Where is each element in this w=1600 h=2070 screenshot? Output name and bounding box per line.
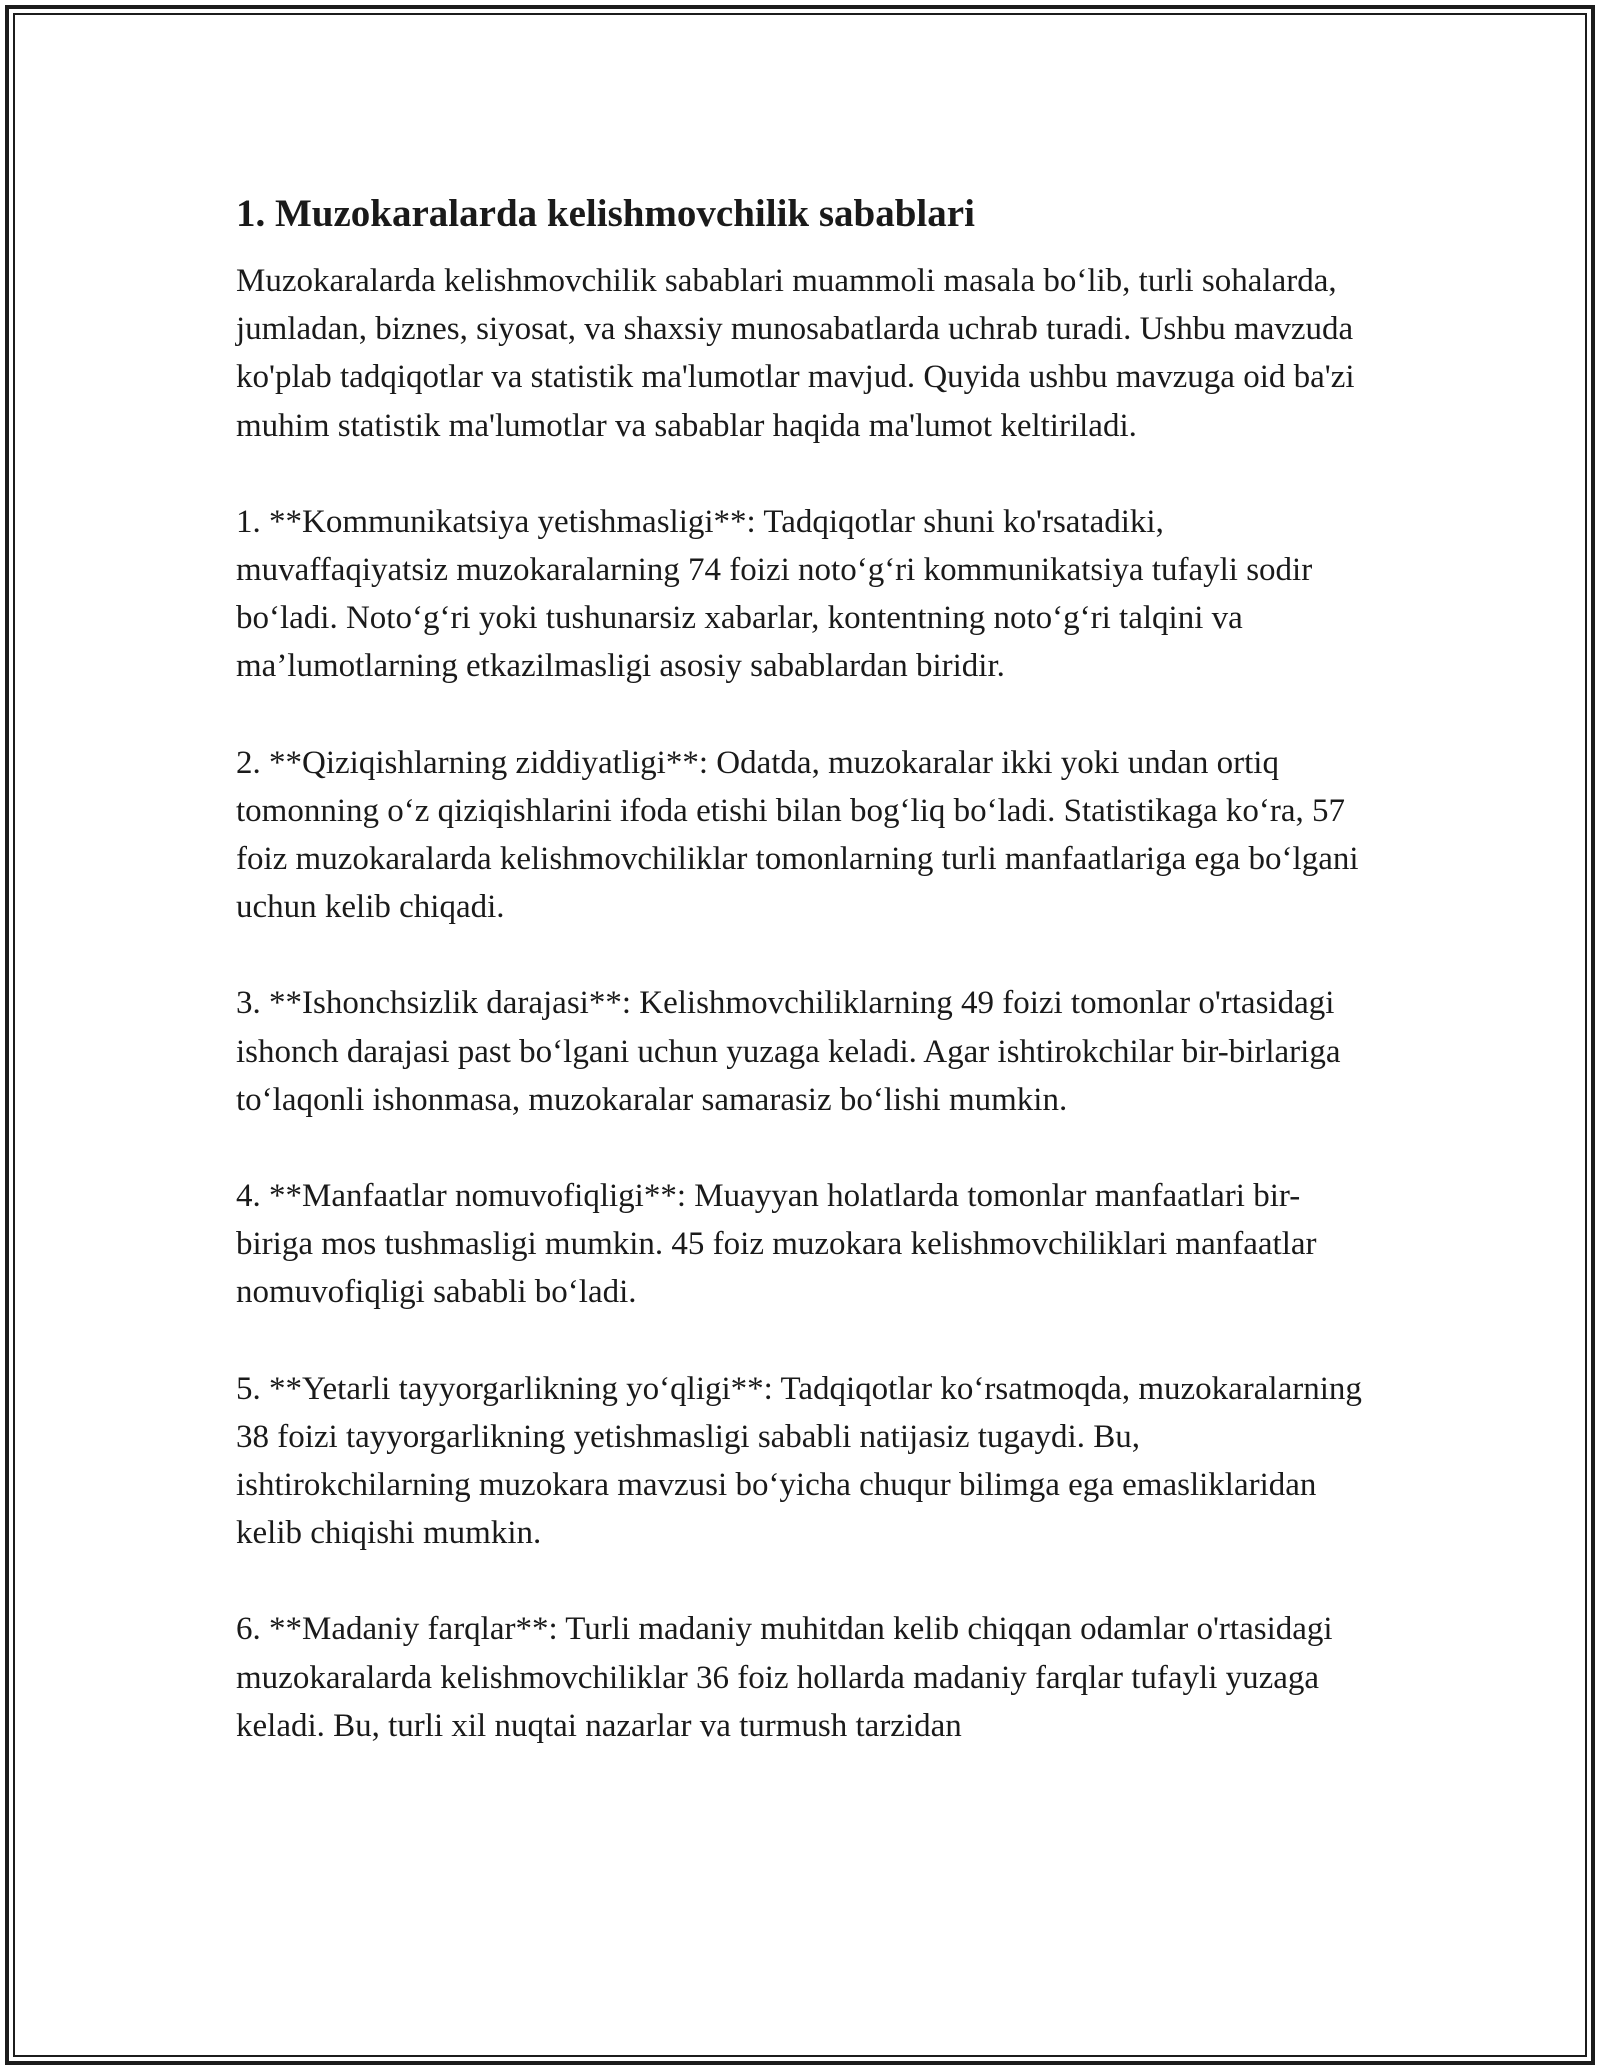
intro-paragraph: Muzokaralarda kelishmovchilik sabablari muammoli masala bo‘lib, turli sohalarda, jumladan, biznes, siyosat, va shaxsiy munosabatlarda uchrab turadi. Ushbu mavzuda ko'plab tadqiqotlar va statistik ma'lumotlar mavjud. Quyida ushbu mavzuga oid ba'zi muhim statistik ma'lumotlar va sabablar haqida ma'lumot keltiriladi. [236, 263, 1355, 444]
document-title: 1. Muzokaralarda kelishmovchilik sabablari [236, 192, 975, 235]
list-item-interest-mismatch: 4. **Manfaatlar nomuvofiqligi**: Muayyan holatlarda tomonlar manfaatlari bir-biriga mos tushmasligi mumkin. 45 foiz muzokara kelishmovchiliklari manfaatlar nomuvofiqligi sababli bo‘ladi. [236, 1178, 1317, 1311]
list-item-distrust: 3. **Ishonchsizlik darajasi**: Kelishmovchiliklarning 49 foizi tomonlar o'rtasidagi ishonch darajasi past bo‘lgani uchun yuzaga keladi. Agar ishtirokchilar bir-birlariga to‘laqonli ishonmasa, muzokaralar samarasiz bo‘lishi mumkin. [236, 985, 1341, 1118]
list-item-communication: 1. **Kommunikatsiya yetishmasligi**: Tadqiqotlar shuni ko'rsatadiki, muvaffaqiyatsiz muzokaralarning 74 foizi noto‘g‘ri kommunikatsiya tufayli sodir bo‘ladi. Noto‘g‘ri yoki tushunarsiz xabarlar, kontentning noto‘g‘ri talqini va ma’lumotlarning etkazilmasligi asosiy sabablardan biridir. [236, 503, 1313, 685]
list-item-preparation: 5. **Yetarli tayyorgarlikning yo‘qligi**: Tadqiqotlar ko‘rsatmoqda, muzokaralarning 38 foizi tayyorgarlikning yetishmasligi sababli natijasiz tugaydi. Bu, ishtirokchilarning muzokara mavzusi bo‘yicha chuqur bilimga ega emasliklaridan kelib chiqishi mumkin. [236, 1370, 1362, 1552]
list-item-interests-conflict: 2. **Qiziqishlarning ziddiyatligi**: Odatda, muzokaralar ikki yoki undan ortiq tomonning o‘z qiziqishlarini ifoda etishi bilan bog‘liq bo‘ladi. Statistikaga ko‘ra, 57 foiz muzokaralarda kelishmovchiliklar tomonlarning turli manfaatlariga ega bo‘lgani uchun kelib chiqadi. [236, 744, 1359, 926]
document-body [236, 188, 1376, 1750]
list-item-cultural-differences: 6. **Madaniy farqlar**: Turli madaniy muhitdan kelib chiqqan odamlar o'rtasidagi muzokaralarda kelishmovchiliklar 36 foiz hollarda madaniy farqlar tufayli yuzaga keladi. Bu, turli xil nuqtai nazarlar va turmush tarzidan [236, 1611, 1333, 1744]
